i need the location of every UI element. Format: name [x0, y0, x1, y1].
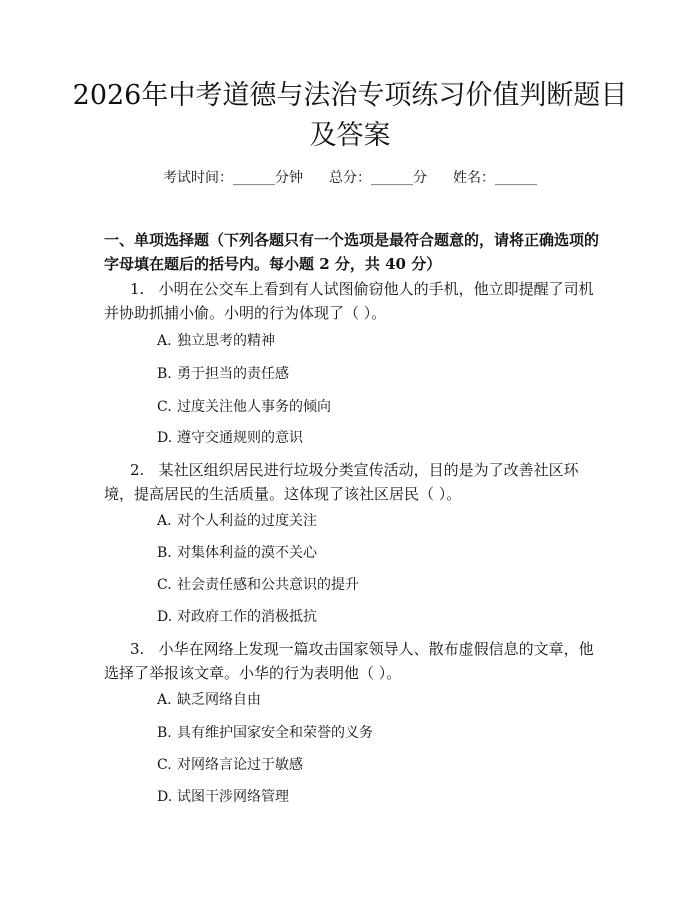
question-2-number: 2.: [130, 461, 145, 479]
question-1-number: 1.: [130, 280, 145, 298]
question-1-text: 小明在公交车上看到有人试图偷窃他人的手机，他立即提醒了司机并协助抓捕小偷。小明的行为体现了（ ）。: [104, 280, 594, 322]
question-2-option-c: C. 社会责任感和公共意识的提升: [157, 577, 359, 593]
question-1-option-a: A. 独立思考的精神: [157, 333, 275, 349]
total-score-label: 总分：______分: [329, 170, 427, 186]
question-3-number: 3.: [130, 640, 145, 658]
question-3-stem: [104, 637, 606, 685]
question-2-option-a: A. 对个人利益的过度关注: [157, 513, 317, 529]
section-heading: 一、单项选择题（下列各题只有一个选项是最符合题意的，请将正确选项的字母填在题后的括号内。每小题 2 分，共 40 分）: [104, 231, 600, 273]
question-1-option-d: D. 遵守交通规则的意识: [157, 430, 303, 446]
question-2-text: 某社区组织居民进行垃圾分类宣传活动，目的是为了改善社区环境，提高居民的生活质量。这体现了该社区居民（ ）。: [104, 461, 579, 503]
question-2-option-d: D. 对政府工作的消极抵抗: [157, 609, 317, 625]
student-name-label: 姓名：______: [453, 170, 537, 186]
document-title: 2026年中考道德与法治专项练习价值判断题目及答案: [72, 80, 628, 151]
question-1-option-c: C. 过度关注他人事务的倾向: [157, 399, 331, 415]
question-3-option-d: D. 试图干涉网络管理: [157, 789, 289, 805]
question-2-stem: [104, 458, 606, 506]
question-2-option-b: B. 对集体利益的漠不关心: [157, 545, 317, 561]
question-3-option-c: C. 对网络言论过于敏感: [157, 757, 303, 773]
question-1-option-b: B. 勇于担当的责任感: [157, 366, 289, 382]
question-3-option-b: B. 具有维护国家安全和荣誉的义务: [157, 725, 373, 741]
exam-time-label: 考试时间：______分钟: [163, 170, 303, 186]
exam-info-line: [0, 168, 700, 188]
question-1-stem: [104, 277, 606, 325]
question-3-text: 小华在网络上发现一篇攻击国家领导人、散布虚假信息的文章，他选择了举报该文章。小华的行为表明他（ ）。: [104, 640, 594, 682]
question-3-option-a: A. 缺乏网络自由: [157, 692, 261, 708]
